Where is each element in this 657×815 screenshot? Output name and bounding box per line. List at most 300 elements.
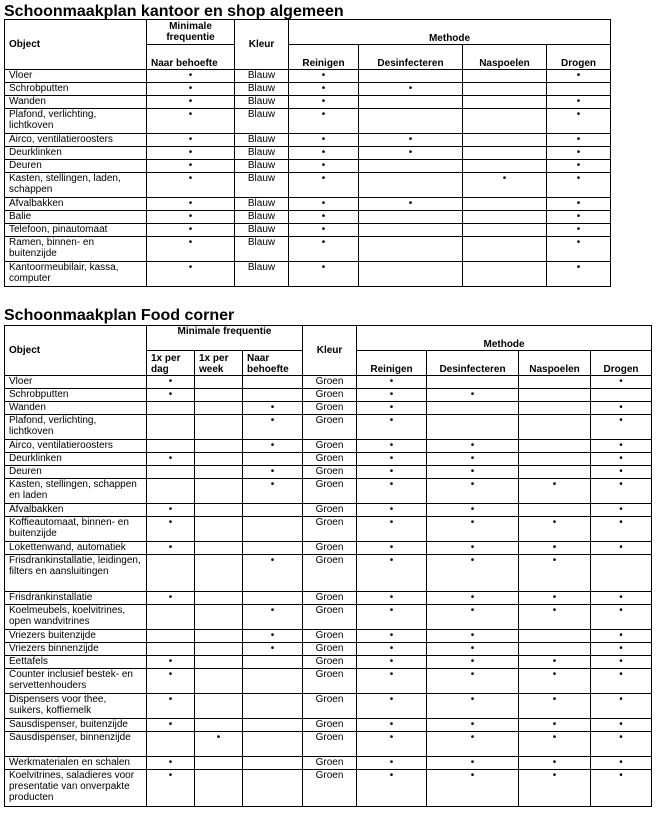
bullet-mark: • bbox=[321, 83, 326, 94]
cell-naspoelen bbox=[519, 517, 591, 542]
cell-naspoelen bbox=[463, 147, 547, 160]
cell-naar-behoefte bbox=[243, 453, 303, 466]
cell-naspoelen bbox=[519, 555, 591, 592]
cell-per-dag bbox=[147, 555, 195, 592]
bullet-mark: • bbox=[168, 504, 173, 515]
cell-desinfecteren bbox=[427, 555, 519, 592]
bullet-mark: • bbox=[552, 656, 557, 667]
bullet-mark: • bbox=[552, 770, 557, 781]
table-row bbox=[5, 96, 611, 109]
cell-drogen bbox=[547, 262, 611, 287]
bullet-mark: • bbox=[188, 211, 193, 222]
cell-naar-behoefte bbox=[147, 109, 235, 134]
bullet-mark: • bbox=[470, 453, 475, 464]
cell-kleur: Groen bbox=[303, 770, 357, 807]
header-per-dag: 1x per dag bbox=[147, 351, 195, 376]
table-row bbox=[5, 415, 652, 440]
cell-per-dag bbox=[147, 376, 195, 389]
bullet-mark: • bbox=[470, 757, 475, 768]
cell-per-dag bbox=[147, 466, 195, 479]
cell-kleur: Groen bbox=[303, 389, 357, 402]
bullet-mark: • bbox=[576, 134, 581, 145]
cell-drogen bbox=[591, 402, 652, 415]
cell-reinigen bbox=[357, 694, 427, 719]
cell-kleur: Blauw bbox=[235, 237, 289, 262]
cell-per-dag bbox=[147, 630, 195, 643]
cell-naar-behoefte bbox=[147, 173, 235, 198]
cell-naspoelen bbox=[519, 376, 591, 389]
cell-object: Koelvitrines, saladieres voor presentatie van onverpakte producten bbox=[5, 770, 147, 807]
cell-desinfecteren bbox=[359, 70, 463, 83]
cell-naspoelen bbox=[519, 630, 591, 643]
cell-object: Dispensers voor thee, suikers, koffiemelk bbox=[5, 694, 147, 719]
cell-desinfecteren bbox=[359, 173, 463, 198]
bullet-mark: • bbox=[619, 656, 623, 667]
table-row bbox=[5, 83, 611, 96]
table-row bbox=[5, 147, 611, 160]
cell-kleur: Blauw bbox=[235, 173, 289, 198]
bullet-mark: • bbox=[389, 555, 394, 566]
bullet-mark: • bbox=[168, 592, 173, 603]
table-row bbox=[5, 224, 611, 237]
cell-drogen bbox=[591, 719, 652, 732]
cell-naspoelen bbox=[519, 466, 591, 479]
bullet-mark: • bbox=[619, 630, 623, 641]
cell-naar-behoefte bbox=[243, 732, 303, 757]
table-row bbox=[5, 605, 652, 630]
bullet-mark: • bbox=[168, 389, 173, 400]
cell-reinigen bbox=[357, 542, 427, 555]
bullet-mark: • bbox=[470, 694, 475, 705]
bullet-mark: • bbox=[389, 630, 394, 641]
bullet-mark: • bbox=[188, 198, 193, 209]
cell-desinfecteren bbox=[359, 198, 463, 211]
bullet-mark: • bbox=[576, 211, 581, 222]
cell-drogen bbox=[591, 389, 652, 402]
bullet-mark: • bbox=[168, 669, 173, 680]
cell-desinfecteren bbox=[427, 770, 519, 807]
cell-reinigen bbox=[357, 466, 427, 479]
bullet-mark: • bbox=[576, 160, 581, 171]
cell-object: Afvalbakken bbox=[5, 504, 147, 517]
cell-object: Deurklinken bbox=[5, 453, 147, 466]
cell-kleur: Groen bbox=[303, 440, 357, 453]
table-row bbox=[5, 70, 611, 83]
table-row bbox=[5, 757, 652, 770]
bullet-mark: • bbox=[389, 732, 394, 743]
bullet-mark: • bbox=[270, 402, 275, 413]
bullet-mark: • bbox=[270, 605, 275, 616]
bullet-mark: • bbox=[552, 694, 557, 705]
plan-foodcorner-table bbox=[4, 325, 652, 807]
bullet-mark: • bbox=[552, 732, 557, 743]
cell-drogen bbox=[547, 96, 611, 109]
cell-naspoelen bbox=[463, 211, 547, 224]
cell-per-week bbox=[195, 732, 243, 757]
cell-naar-behoefte bbox=[147, 237, 235, 262]
cell-naspoelen bbox=[519, 592, 591, 605]
plan-kantoor-table bbox=[4, 19, 611, 287]
cell-kleur: Blauw bbox=[235, 147, 289, 160]
bullet-mark: • bbox=[552, 669, 557, 680]
header-object: Object bbox=[5, 326, 147, 376]
cell-reinigen bbox=[357, 440, 427, 453]
bullet-mark: • bbox=[389, 643, 394, 654]
cell-object: Counter inclusief bestek- en servettenhouders bbox=[5, 669, 147, 694]
cell-naspoelen bbox=[519, 643, 591, 656]
table-row bbox=[5, 656, 652, 669]
cell-per-week bbox=[195, 376, 243, 389]
cell-naspoelen bbox=[519, 440, 591, 453]
bullet-mark: • bbox=[470, 504, 475, 515]
cell-per-week bbox=[195, 542, 243, 555]
bullet-mark: • bbox=[168, 656, 173, 667]
header-naar-behoefte: Naar behoefte bbox=[243, 351, 303, 376]
cell-per-dag bbox=[147, 389, 195, 402]
bullet-mark: • bbox=[470, 605, 475, 616]
cell-naar-behoefte bbox=[243, 592, 303, 605]
header-naspoelen: Naspoelen bbox=[463, 45, 547, 70]
cell-desinfecteren bbox=[427, 517, 519, 542]
cell-desinfecteren bbox=[359, 134, 463, 147]
cell-desinfecteren bbox=[359, 262, 463, 287]
bullet-mark: • bbox=[389, 504, 394, 515]
cell-object: Schrobputten bbox=[5, 389, 147, 402]
cell-naar-behoefte bbox=[243, 517, 303, 542]
cell-per-week bbox=[195, 466, 243, 479]
cell-per-dag bbox=[147, 656, 195, 669]
cell-desinfecteren bbox=[427, 630, 519, 643]
cell-per-week bbox=[195, 555, 243, 592]
bullet-mark: • bbox=[188, 109, 193, 120]
bullet-mark: • bbox=[552, 757, 557, 768]
header-reinigen: Reinigen bbox=[289, 45, 359, 70]
cell-naspoelen bbox=[519, 757, 591, 770]
bullet-mark: • bbox=[389, 415, 394, 426]
bullet-mark: • bbox=[188, 224, 193, 235]
cell-naspoelen bbox=[463, 96, 547, 109]
cell-drogen bbox=[591, 669, 652, 694]
cell-kleur: Groen bbox=[303, 757, 357, 770]
table-row bbox=[5, 109, 611, 134]
cell-naspoelen bbox=[519, 415, 591, 440]
cell-desinfecteren bbox=[427, 694, 519, 719]
bullet-mark: • bbox=[619, 376, 623, 387]
bullet-mark: • bbox=[321, 70, 326, 81]
bullet-mark: • bbox=[470, 555, 475, 566]
bullet-mark: • bbox=[470, 479, 475, 490]
cell-reinigen bbox=[357, 770, 427, 807]
bullet-mark: • bbox=[168, 542, 173, 553]
cell-desinfecteren bbox=[359, 147, 463, 160]
cell-reinigen bbox=[357, 415, 427, 440]
cell-reinigen bbox=[357, 479, 427, 504]
cell-kleur: Groen bbox=[303, 376, 357, 389]
bullet-mark: • bbox=[619, 440, 623, 451]
cell-naar-behoefte bbox=[243, 466, 303, 479]
plan-kantoor-title: Schoonmaakplan kantoor en shop algemeen bbox=[4, 3, 344, 20]
bullet-mark: • bbox=[389, 694, 394, 705]
cell-kleur: Groen bbox=[303, 415, 357, 440]
cell-reinigen bbox=[289, 109, 359, 134]
cell-per-dag bbox=[147, 440, 195, 453]
cell-per-week bbox=[195, 757, 243, 770]
cell-reinigen bbox=[357, 643, 427, 656]
cell-per-dag bbox=[147, 453, 195, 466]
cell-reinigen bbox=[289, 83, 359, 96]
cell-desinfecteren bbox=[427, 669, 519, 694]
bullet-mark: • bbox=[619, 466, 623, 477]
cell-per-dag bbox=[147, 757, 195, 770]
cell-naspoelen bbox=[463, 70, 547, 83]
cell-per-dag bbox=[147, 732, 195, 757]
bullet-mark: • bbox=[470, 592, 475, 603]
table-row bbox=[5, 211, 611, 224]
bullet-mark: • bbox=[270, 643, 275, 654]
cell-kleur: Blauw bbox=[235, 134, 289, 147]
table-row bbox=[5, 719, 652, 732]
cell-reinigen bbox=[357, 719, 427, 732]
cell-naar-behoefte bbox=[147, 83, 235, 96]
cell-naspoelen bbox=[463, 173, 547, 198]
header-per-week: 1x per week bbox=[195, 351, 243, 376]
cell-kleur: Blauw bbox=[235, 211, 289, 224]
bullet-mark: • bbox=[389, 389, 394, 400]
cell-per-dag bbox=[147, 669, 195, 694]
cell-desinfecteren bbox=[427, 504, 519, 517]
cell-drogen bbox=[591, 479, 652, 504]
cell-kleur: Blauw bbox=[235, 198, 289, 211]
cell-object: Vriezers buitenzijde bbox=[5, 630, 147, 643]
bullet-mark: • bbox=[321, 237, 326, 248]
bullet-mark: • bbox=[408, 147, 413, 158]
cell-object: Balie bbox=[5, 211, 147, 224]
cell-per-week bbox=[195, 694, 243, 719]
bullet-mark: • bbox=[188, 237, 193, 248]
cell-reinigen bbox=[357, 453, 427, 466]
cell-desinfecteren bbox=[427, 542, 519, 555]
cell-reinigen bbox=[357, 757, 427, 770]
cell-desinfecteren bbox=[359, 237, 463, 262]
cell-per-dag bbox=[147, 402, 195, 415]
bullet-mark: • bbox=[470, 770, 475, 781]
bullet-mark: • bbox=[389, 453, 394, 464]
cell-per-week bbox=[195, 656, 243, 669]
bullet-mark: • bbox=[470, 440, 475, 451]
bullet-mark: • bbox=[619, 453, 623, 464]
cell-desinfecteren bbox=[359, 96, 463, 109]
cell-desinfecteren bbox=[359, 224, 463, 237]
bullet-mark: • bbox=[576, 262, 581, 273]
cell-kleur: Groen bbox=[303, 555, 357, 592]
cell-reinigen bbox=[357, 389, 427, 402]
cell-kleur: Groen bbox=[303, 605, 357, 630]
bullet-mark: • bbox=[389, 719, 394, 730]
cell-kleur: Groen bbox=[303, 694, 357, 719]
cell-object: Vloer bbox=[5, 376, 147, 389]
cell-kleur: Blauw bbox=[235, 160, 289, 173]
cell-reinigen bbox=[357, 605, 427, 630]
bullet-mark: • bbox=[576, 109, 581, 120]
header-naspoelen: Naspoelen bbox=[519, 351, 591, 376]
table-row bbox=[5, 237, 611, 262]
cell-naar-behoefte bbox=[243, 719, 303, 732]
bullet-mark: • bbox=[619, 770, 623, 781]
cell-object: Deuren bbox=[5, 466, 147, 479]
cell-kleur: Blauw bbox=[235, 96, 289, 109]
cell-object: Plafond, verlichting, lichtkoven bbox=[5, 415, 147, 440]
bullet-mark: • bbox=[470, 732, 475, 743]
cell-kleur: Groen bbox=[303, 643, 357, 656]
cell-reinigen bbox=[289, 237, 359, 262]
cell-reinigen bbox=[357, 732, 427, 757]
cell-desinfecteren bbox=[427, 643, 519, 656]
cell-object: Telefoon, pinautomaat bbox=[5, 224, 147, 237]
bullet-mark: • bbox=[470, 656, 475, 667]
cell-per-dag bbox=[147, 694, 195, 719]
bullet-mark: • bbox=[389, 542, 394, 553]
cell-drogen bbox=[547, 211, 611, 224]
bullet-mark: • bbox=[188, 262, 193, 273]
cell-object: Vloer bbox=[5, 70, 147, 83]
bullet-mark: • bbox=[321, 134, 326, 145]
bullet-mark: • bbox=[576, 237, 581, 248]
cell-naar-behoefte bbox=[147, 160, 235, 173]
bullet-mark: • bbox=[389, 479, 394, 490]
bullet-mark: • bbox=[270, 466, 275, 477]
cell-reinigen bbox=[357, 504, 427, 517]
cell-naspoelen bbox=[463, 134, 547, 147]
cell-kleur: Groen bbox=[303, 402, 357, 415]
cell-naspoelen bbox=[463, 237, 547, 262]
bullet-mark: • bbox=[619, 719, 623, 730]
cell-object: Werkmaterialen en schalen bbox=[5, 757, 147, 770]
table-row bbox=[5, 555, 652, 592]
bullet-mark: • bbox=[408, 134, 413, 145]
cell-naspoelen bbox=[519, 694, 591, 719]
table-row bbox=[5, 770, 652, 807]
cell-drogen bbox=[591, 757, 652, 770]
table-row bbox=[5, 440, 652, 453]
bullet-mark: • bbox=[321, 198, 326, 209]
bullet-mark: • bbox=[270, 630, 275, 641]
cell-object: Wanden bbox=[5, 96, 147, 109]
table-row bbox=[5, 669, 652, 694]
cell-reinigen bbox=[289, 211, 359, 224]
cell-drogen bbox=[591, 517, 652, 542]
cell-naar-behoefte bbox=[243, 757, 303, 770]
bullet-mark: • bbox=[389, 402, 394, 413]
cell-naar-behoefte bbox=[243, 376, 303, 389]
cell-object: Kasten, stellingen, laden, schappen bbox=[5, 173, 147, 198]
cell-reinigen bbox=[289, 96, 359, 109]
bullet-mark: • bbox=[270, 415, 275, 426]
cell-kleur: Blauw bbox=[235, 224, 289, 237]
bullet-mark: • bbox=[552, 605, 557, 616]
cell-naspoelen bbox=[463, 262, 547, 287]
cell-naar-behoefte bbox=[147, 70, 235, 83]
cell-drogen bbox=[547, 224, 611, 237]
cell-reinigen bbox=[357, 592, 427, 605]
cell-desinfecteren bbox=[359, 211, 463, 224]
bullet-mark: • bbox=[619, 479, 623, 490]
cell-per-week bbox=[195, 440, 243, 453]
bullet-mark: • bbox=[389, 605, 394, 616]
cell-naspoelen bbox=[519, 504, 591, 517]
cell-kleur: Groen bbox=[303, 592, 357, 605]
table-row bbox=[5, 262, 611, 287]
cell-desinfecteren bbox=[427, 389, 519, 402]
cell-drogen bbox=[591, 453, 652, 466]
bullet-mark: • bbox=[389, 656, 394, 667]
cell-per-week bbox=[195, 402, 243, 415]
cell-object: Airco, ventilatieroosters bbox=[5, 134, 147, 147]
cell-reinigen bbox=[289, 147, 359, 160]
cell-reinigen bbox=[357, 630, 427, 643]
cell-naspoelen bbox=[463, 160, 547, 173]
cell-desinfecteren bbox=[427, 402, 519, 415]
bullet-mark: • bbox=[619, 504, 623, 515]
cell-reinigen bbox=[289, 134, 359, 147]
cell-drogen bbox=[591, 376, 652, 389]
cell-desinfecteren bbox=[427, 605, 519, 630]
cell-naar-behoefte bbox=[243, 669, 303, 694]
cell-naspoelen bbox=[519, 719, 591, 732]
table-row bbox=[5, 160, 611, 173]
bullet-mark: • bbox=[470, 643, 475, 654]
cell-per-week bbox=[195, 630, 243, 643]
cell-reinigen bbox=[289, 262, 359, 287]
cell-kleur: Groen bbox=[303, 453, 357, 466]
header-drogen: Drogen bbox=[547, 45, 611, 70]
cell-reinigen bbox=[289, 173, 359, 198]
table-row bbox=[5, 504, 652, 517]
bullet-mark: • bbox=[321, 211, 326, 222]
cell-drogen bbox=[547, 147, 611, 160]
cell-drogen bbox=[547, 70, 611, 83]
cell-naar-behoefte bbox=[243, 504, 303, 517]
cell-object: Frisdrankinstallatie bbox=[5, 592, 147, 605]
bullet-mark: • bbox=[619, 643, 623, 654]
cell-naar-behoefte bbox=[243, 694, 303, 719]
cell-object: Ramen, binnen- en buitenzijde bbox=[5, 237, 147, 262]
cell-drogen bbox=[591, 694, 652, 719]
cell-drogen bbox=[591, 732, 652, 757]
cell-naspoelen bbox=[519, 389, 591, 402]
table-row bbox=[5, 466, 652, 479]
cell-naspoelen bbox=[463, 198, 547, 211]
cell-kleur: Blauw bbox=[235, 83, 289, 96]
cell-per-week bbox=[195, 479, 243, 504]
bullet-mark: • bbox=[321, 147, 326, 158]
bullet-mark: • bbox=[470, 719, 475, 730]
cell-naar-behoefte bbox=[147, 147, 235, 160]
bullet-mark: • bbox=[389, 770, 394, 781]
cell-reinigen bbox=[357, 402, 427, 415]
cell-desinfecteren bbox=[359, 160, 463, 173]
cell-drogen bbox=[547, 109, 611, 134]
bullet-mark: • bbox=[389, 757, 394, 768]
plan-foodcorner-title: Schoonmaakplan Food corner bbox=[4, 307, 235, 324]
bullet-mark: • bbox=[576, 70, 581, 81]
cell-drogen bbox=[591, 555, 652, 592]
cell-kleur: Blauw bbox=[235, 109, 289, 134]
cell-drogen bbox=[591, 592, 652, 605]
cell-naar-behoefte bbox=[243, 643, 303, 656]
cell-naar-behoefte bbox=[147, 198, 235, 211]
bullet-mark: • bbox=[619, 415, 623, 426]
cell-per-week bbox=[195, 770, 243, 807]
